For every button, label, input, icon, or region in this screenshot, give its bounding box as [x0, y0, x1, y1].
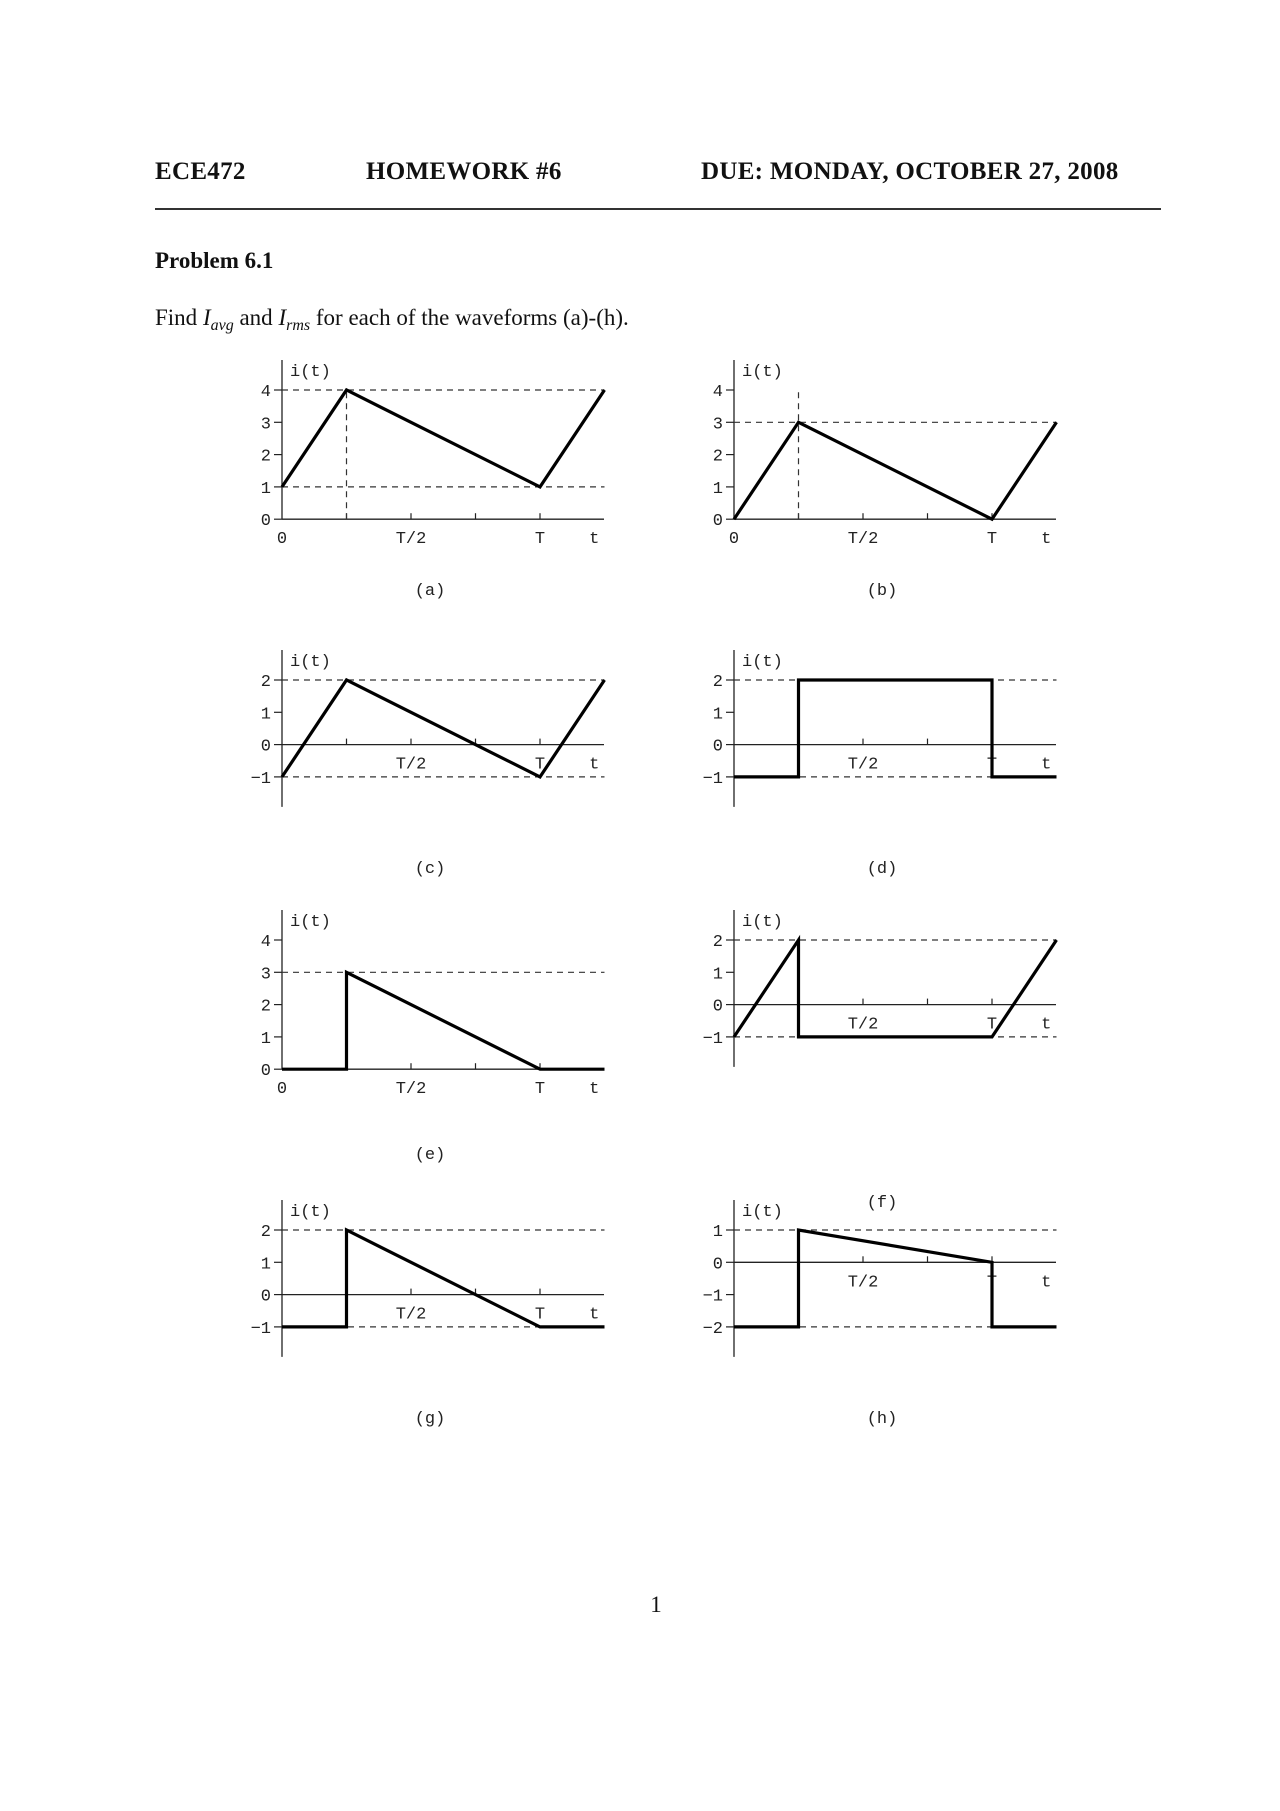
x-tick-label: 0	[276, 530, 288, 550]
x-tick-label: T/2	[847, 755, 879, 775]
y-tick-label: 2	[260, 1223, 271, 1242]
panel-caption: (g)	[414, 1409, 446, 1429]
y-axis-label: i(t)	[290, 913, 331, 932]
y-tick-label: 0	[712, 997, 723, 1017]
x-tick-label: T	[534, 1080, 546, 1100]
y-axis-label: i(t)	[290, 363, 331, 382]
i-rms-symbol	[278, 305, 311, 334]
x-tick-label: T/2	[395, 530, 427, 550]
waveform-line	[734, 940, 1057, 1037]
waveform-panel-d	[0, 650, 1280, 879]
y-tick-label: 0	[260, 737, 271, 757]
x-tick-label: T/2	[847, 1015, 879, 1035]
x-tick-label: T/2	[395, 1080, 427, 1100]
y-axis-label: i(t)	[742, 363, 783, 382]
y-tick-label: 4	[712, 383, 723, 402]
y-tick-label: 3	[712, 415, 723, 435]
x-axis-label: t	[589, 1080, 600, 1100]
x-tick-label: T	[534, 1305, 546, 1325]
waveform-line	[734, 680, 1057, 777]
x-tick-label: 0	[276, 1080, 288, 1100]
y-tick-label: 2	[260, 447, 271, 467]
x-axis-label: t	[1041, 1273, 1052, 1293]
x-tick-label: 0	[728, 530, 740, 550]
y-axis-label: i(t)	[742, 1203, 783, 1222]
problem-statement	[155, 305, 629, 334]
x-tick-label: T/2	[847, 530, 879, 550]
y-tick-label: 2	[712, 673, 723, 692]
y-tick-label: 4	[260, 933, 271, 952]
x-axis-label: t	[1041, 755, 1052, 775]
y-tick-label: 1	[260, 479, 271, 499]
y-tick-label: 1	[712, 705, 723, 725]
panel-caption: (h)	[866, 1409, 898, 1429]
y-axis-label: i(t)	[290, 1203, 331, 1222]
x-tick-label: T	[986, 1273, 998, 1293]
y-tick-label: 1	[712, 965, 723, 985]
panel-caption: (f)	[866, 1193, 898, 1213]
y-tick-label: 4	[260, 383, 271, 402]
waveform-line	[734, 1230, 1057, 1327]
waveform-panel-f	[0, 910, 1280, 1213]
y-tick-label: 3	[260, 965, 271, 985]
y-tick-label: 0	[712, 737, 723, 757]
i-avg-symbol	[202, 305, 234, 334]
x-tick-label: T	[534, 755, 546, 775]
assignment-title: HOMEWORK #6	[366, 158, 562, 185]
y-axis-label: i(t)	[742, 913, 783, 932]
panel-caption: (a)	[414, 582, 446, 602]
due-date: DUE: MONDAY, OCTOBER 27, 2008	[701, 158, 1119, 185]
course-code: ECE472	[155, 158, 246, 185]
waveform-panel-b	[0, 360, 1280, 640]
y-tick-label: 0	[260, 1062, 271, 1082]
y-tick-label: 0	[712, 512, 723, 532]
problem-title: Problem 6.1	[155, 248, 274, 273]
x-axis-label: t	[589, 1305, 600, 1325]
y-tick-label: 3	[260, 415, 271, 435]
panel-caption: (e)	[414, 1146, 446, 1166]
i-avg-letter: I	[202, 305, 211, 330]
y-tick-label: 1	[712, 479, 723, 499]
y-tick-label: −1	[702, 769, 723, 789]
panel-caption: (d)	[866, 859, 898, 879]
x-tick-label: T/2	[395, 755, 427, 775]
panel-caption: (b)	[866, 582, 898, 602]
x-axis-label: t	[589, 755, 600, 775]
y-tick-label: 1	[260, 705, 271, 725]
waveform-panel-h	[0, 1200, 1280, 1429]
y-tick-label: 2	[712, 933, 723, 952]
page-number: 1	[650, 1592, 662, 1617]
x-axis-label: t	[1041, 530, 1052, 550]
y-tick-label: 0	[260, 512, 271, 532]
y-tick-label: 1	[260, 1029, 271, 1049]
y-axis-label: i(t)	[742, 653, 783, 672]
y-tick-label: 2	[260, 997, 271, 1017]
x-tick-label: T	[986, 530, 998, 550]
y-tick-label: 2	[712, 447, 723, 467]
y-tick-label: 1	[260, 1255, 271, 1275]
y-tick-label: 0	[260, 1287, 271, 1307]
x-axis-label: t	[1041, 1015, 1052, 1035]
y-tick-label: −1	[250, 769, 271, 789]
waveform-line	[734, 422, 1057, 519]
x-tick-label: T	[986, 755, 998, 775]
y-axis-label: i(t)	[290, 653, 331, 672]
y-tick-label: 0	[712, 1255, 723, 1275]
x-tick-label: T/2	[395, 1305, 427, 1325]
y-tick-label: −1	[702, 1287, 723, 1307]
y-tick-label: −1	[250, 1319, 271, 1339]
i-rms-subscript: rms	[286, 317, 311, 334]
y-tick-label: −1	[702, 1029, 723, 1049]
i-avg-subscript: avg	[210, 317, 234, 334]
x-tick-label: T	[534, 530, 546, 550]
i-rms-letter: I	[278, 305, 287, 330]
x-axis-label: t	[589, 530, 600, 550]
statement-prefix: Find	[155, 305, 198, 330]
statement-suffix: for each of the waveforms (a)-(h).	[315, 305, 629, 330]
header-rule	[155, 208, 1161, 210]
y-tick-label: 1	[712, 1223, 723, 1242]
x-tick-label: T	[986, 1015, 998, 1035]
statement-and: and	[239, 305, 273, 330]
y-tick-label: −2	[702, 1319, 723, 1339]
panel-caption: (c)	[414, 859, 446, 879]
y-tick-label: 2	[260, 673, 271, 692]
x-tick-label: T/2	[847, 1273, 879, 1293]
